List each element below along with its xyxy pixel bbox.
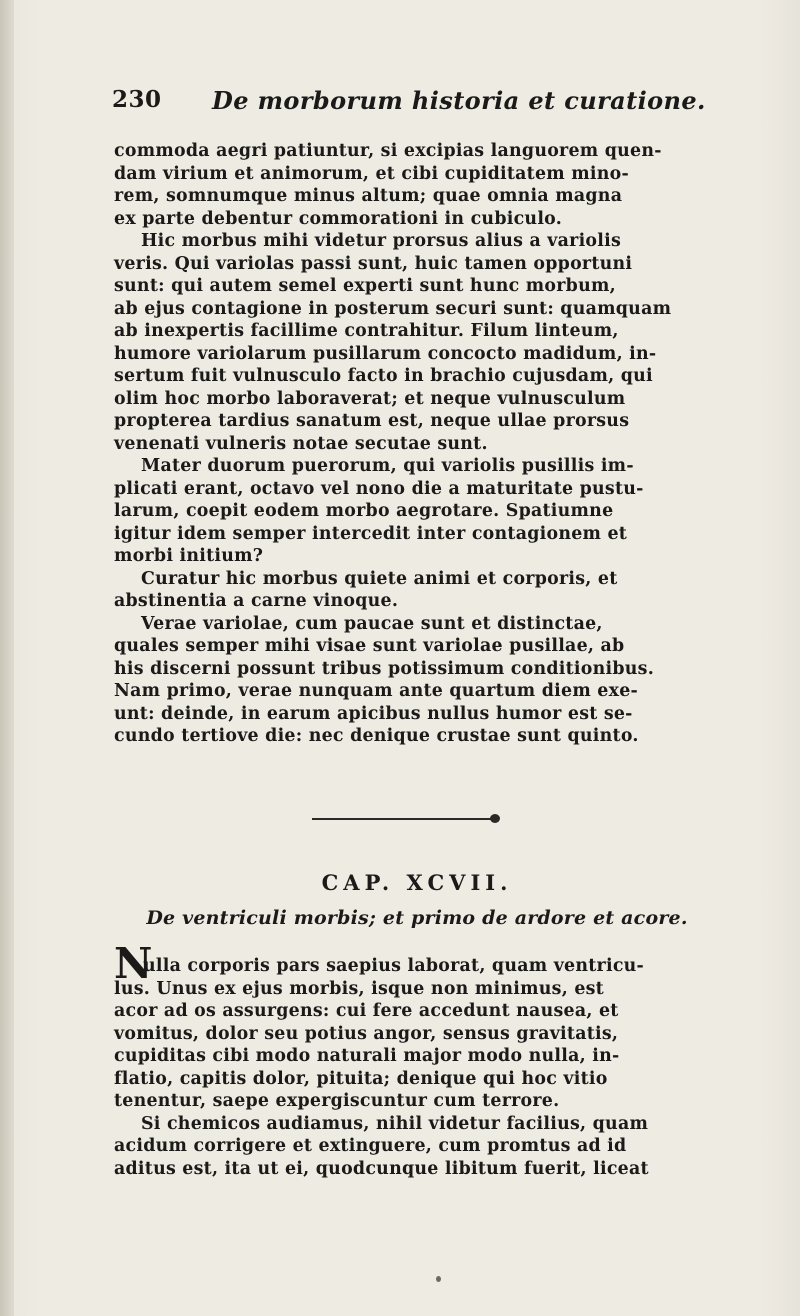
text-line: commoda aegri patiuntur, si excipias languorem quen- [114, 141, 662, 161]
text-line: acidum corrigere et extinguere, cum promtus ad id [114, 1136, 627, 1156]
text-line: ex parte debentur commorationi in cubiculo. [114, 208, 563, 229]
ink-spot [436, 1276, 441, 1282]
text-line: venenati vulneris notae secutae sunt. [114, 433, 488, 454]
text-line: larum, coepit eodem morbo aegrotare. Spatiumne [114, 501, 614, 521]
text-line: humore variolarum pusillarum concocto madidum, in- [114, 343, 657, 364]
chapter-body-text [114, 955, 724, 1180]
paragraph-start: Si chemicos audiamus, nihil videtur facilius, quam [141, 1113, 649, 1134]
running-title: De morborum historia et curatione. [212, 86, 706, 115]
text-line: his discerni possunt tribus potissimum conditionibus. [114, 658, 655, 679]
text-line: igitur idem semper intercedit inter contagionem et [114, 523, 628, 544]
text-line: dam virium et animorum, et cibi cupiditatem mino- [114, 163, 629, 184]
body-text [114, 140, 724, 748]
text-line: rem, somnumque minus altum; quae omnia magna [114, 186, 623, 206]
text-line: abstinentia a carne vinoque. [114, 591, 399, 611]
text-line: Nam primo, verae nunquam ante quartum diem exe- [114, 681, 639, 701]
text-line: sunt: qui autem semel experti sunt hunc morbum, [114, 276, 616, 296]
text-line: plicati erant, octavo vel nono die a maturitate pustu- [114, 478, 644, 499]
text-line: aditus est, ita ut ei, quodcunque libitum fuerit, liceat [114, 1158, 649, 1179]
page-number: 230 [112, 86, 162, 113]
chapter-heading: CAP. XCVII. [321, 870, 513, 895]
chapter-first-line: ulla corporis pars saepius laborat, quam ventricu- [143, 956, 645, 976]
page-gutter [0, 0, 14, 1316]
text-line: tenentur, saepe expergiscuntur cum terrore. [114, 1091, 560, 1111]
text-line: veris. Qui variolas passi sunt, huic tamen opportuni [114, 253, 633, 274]
running-head [112, 86, 722, 126]
text-line: cupiditas cibi modo naturali major modo nulla, in- [114, 1046, 620, 1066]
text-line: vomitus, dolor seu potius angor, sensus gravitatis, [114, 1023, 619, 1044]
text-line: quales semper mihi visae sunt variolae pusillae, ab [114, 636, 625, 656]
text-line: olim hoc morbo laboraverat; et neque vulnusculum [114, 388, 626, 409]
text-line: acor ad os assurgens: cui fere accedunt nausea, et [114, 1001, 619, 1021]
text-line: morbi initium? [114, 546, 264, 566]
text-line: sertum fuit vulnusculo facto in brachio cujusdam, qui [114, 366, 653, 386]
section-divider-ornament [490, 814, 500, 823]
drop-cap: N [114, 939, 153, 988]
text-line: lus. Unus ex ejus morbis, isque non minimus, est [114, 978, 604, 999]
paragraph-start: Curatur hic morbus quiete animi et corporis, et [141, 568, 618, 589]
paragraph-start: Verae variolae, cum paucae sunt et distinctae, [141, 613, 603, 634]
text-line: propterea tardius sanatum est, neque ullae prorsus [114, 411, 630, 431]
paragraph-start: Mater duorum puerorum, qui variolis pusillis im- [141, 456, 634, 476]
paragraph-start: Hic morbus mihi videtur prorsus alius a variolis [141, 231, 622, 251]
text-line: ab inexpertis facillime contrahitur. Filum linteum, [114, 321, 619, 341]
section-divider-rule [312, 818, 498, 820]
chapter-title: De ventriculi morbis; et primo de ardore et acore. [146, 907, 688, 929]
text-line: unt: deinde, in earum apicibus nullus humor est se- [114, 703, 633, 724]
text-line: cundo tertiove die: nec denique crustae sunt quinto. [114, 726, 639, 746]
text-line: flatio, capitis dolor, pituita; denique qui hoc vitio [114, 1068, 608, 1089]
text-line: ab ejus contagione in posterum securi sunt: quamquam [114, 298, 672, 319]
